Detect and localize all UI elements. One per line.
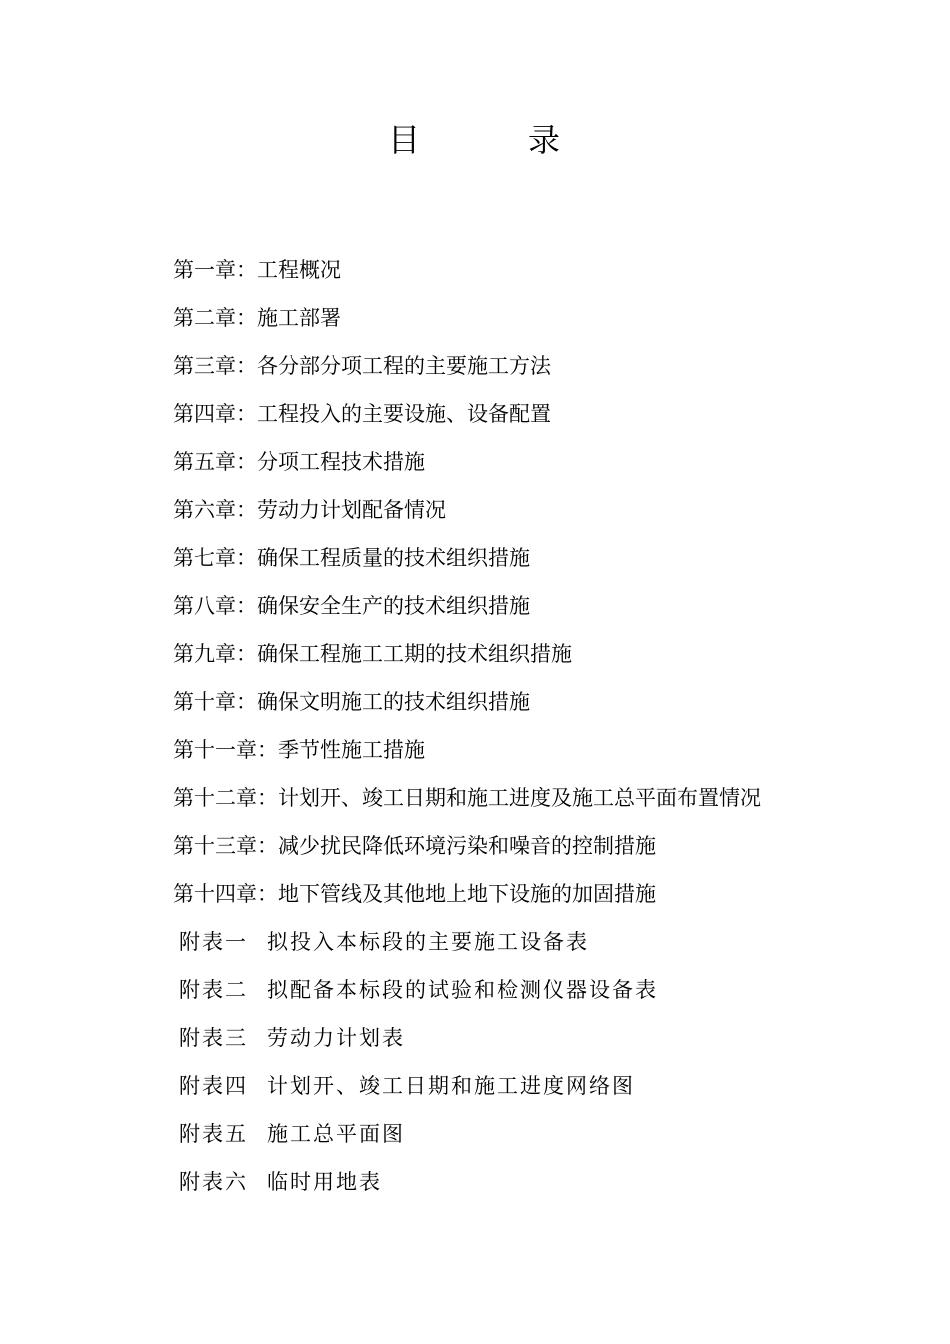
toc-chapter-10: 第十章：确保文明施工的技术组织措施: [173, 690, 530, 714]
page-title-char-2: 录: [528, 121, 561, 159]
toc-chapter-3: 第三章：各分部分项工程的主要施工方法: [173, 354, 551, 378]
appendix-label: 附表一: [179, 930, 248, 954]
appendix-label: 附表三: [179, 1026, 248, 1050]
appendix-text: 临时用地表: [267, 1170, 382, 1194]
toc-appendix-1: [173, 918, 913, 966]
appendix-text: 计划开、竣工日期和施工进度网络图: [267, 1074, 635, 1098]
toc-chapter-8: 第八章：确保安全生产的技术组织措施: [173, 594, 530, 618]
appendix-text: 劳动力计划表: [267, 1026, 405, 1050]
toc-chapter-5: 第五章：分项工程技术措施: [173, 450, 425, 474]
page-title: [0, 116, 950, 164]
toc-chapter-12: 第十二章：计划开、竣工日期和施工进度及施工总平面布置情况: [173, 786, 761, 810]
toc-chapter-6: 第六章：劳动力计划配备情况: [173, 498, 446, 522]
toc-chapter-4: 第四章：工程投入的主要设施、设备配置: [173, 402, 551, 426]
toc-chapter-2: 第二章：施工部署: [173, 306, 341, 330]
toc-chapter-9: 第九章：确保工程施工工期的技术组织措施: [173, 642, 572, 666]
appendix-label: 附表二: [179, 978, 248, 1002]
appendix-label: 附表六: [179, 1170, 248, 1194]
toc-chapter-7: 第七章：确保工程质量的技术组织措施: [173, 546, 530, 570]
toc-appendix-2: [173, 966, 913, 1014]
toc-chapter-11: 第十一章：季节性施工措施: [173, 738, 425, 762]
toc-chapter-13: 第十三章：减少扰民降低环境污染和噪音的控制措施: [173, 834, 656, 858]
appendix-label: 附表五: [179, 1122, 248, 1146]
appendix-label: 附表四: [179, 1074, 248, 1098]
table-of-contents: [173, 246, 913, 1206]
toc-appendix-3: [173, 1014, 913, 1062]
appendix-text: 拟投入本标段的主要施工设备表: [267, 930, 589, 954]
toc-appendix-6: [173, 1158, 913, 1206]
page-title-char-1: 目: [388, 121, 421, 159]
toc-appendix-5: [173, 1110, 913, 1158]
appendix-text: 施工总平面图: [267, 1122, 405, 1146]
toc-chapter-1: 第一章：工程概况: [173, 258, 341, 282]
toc-chapter-14: 第十四章：地下管线及其他地上地下设施的加固措施: [173, 882, 656, 906]
appendix-text: 拟配备本标段的试验和检测仪器设备表: [267, 978, 658, 1002]
toc-appendix-4: [173, 1062, 913, 1110]
